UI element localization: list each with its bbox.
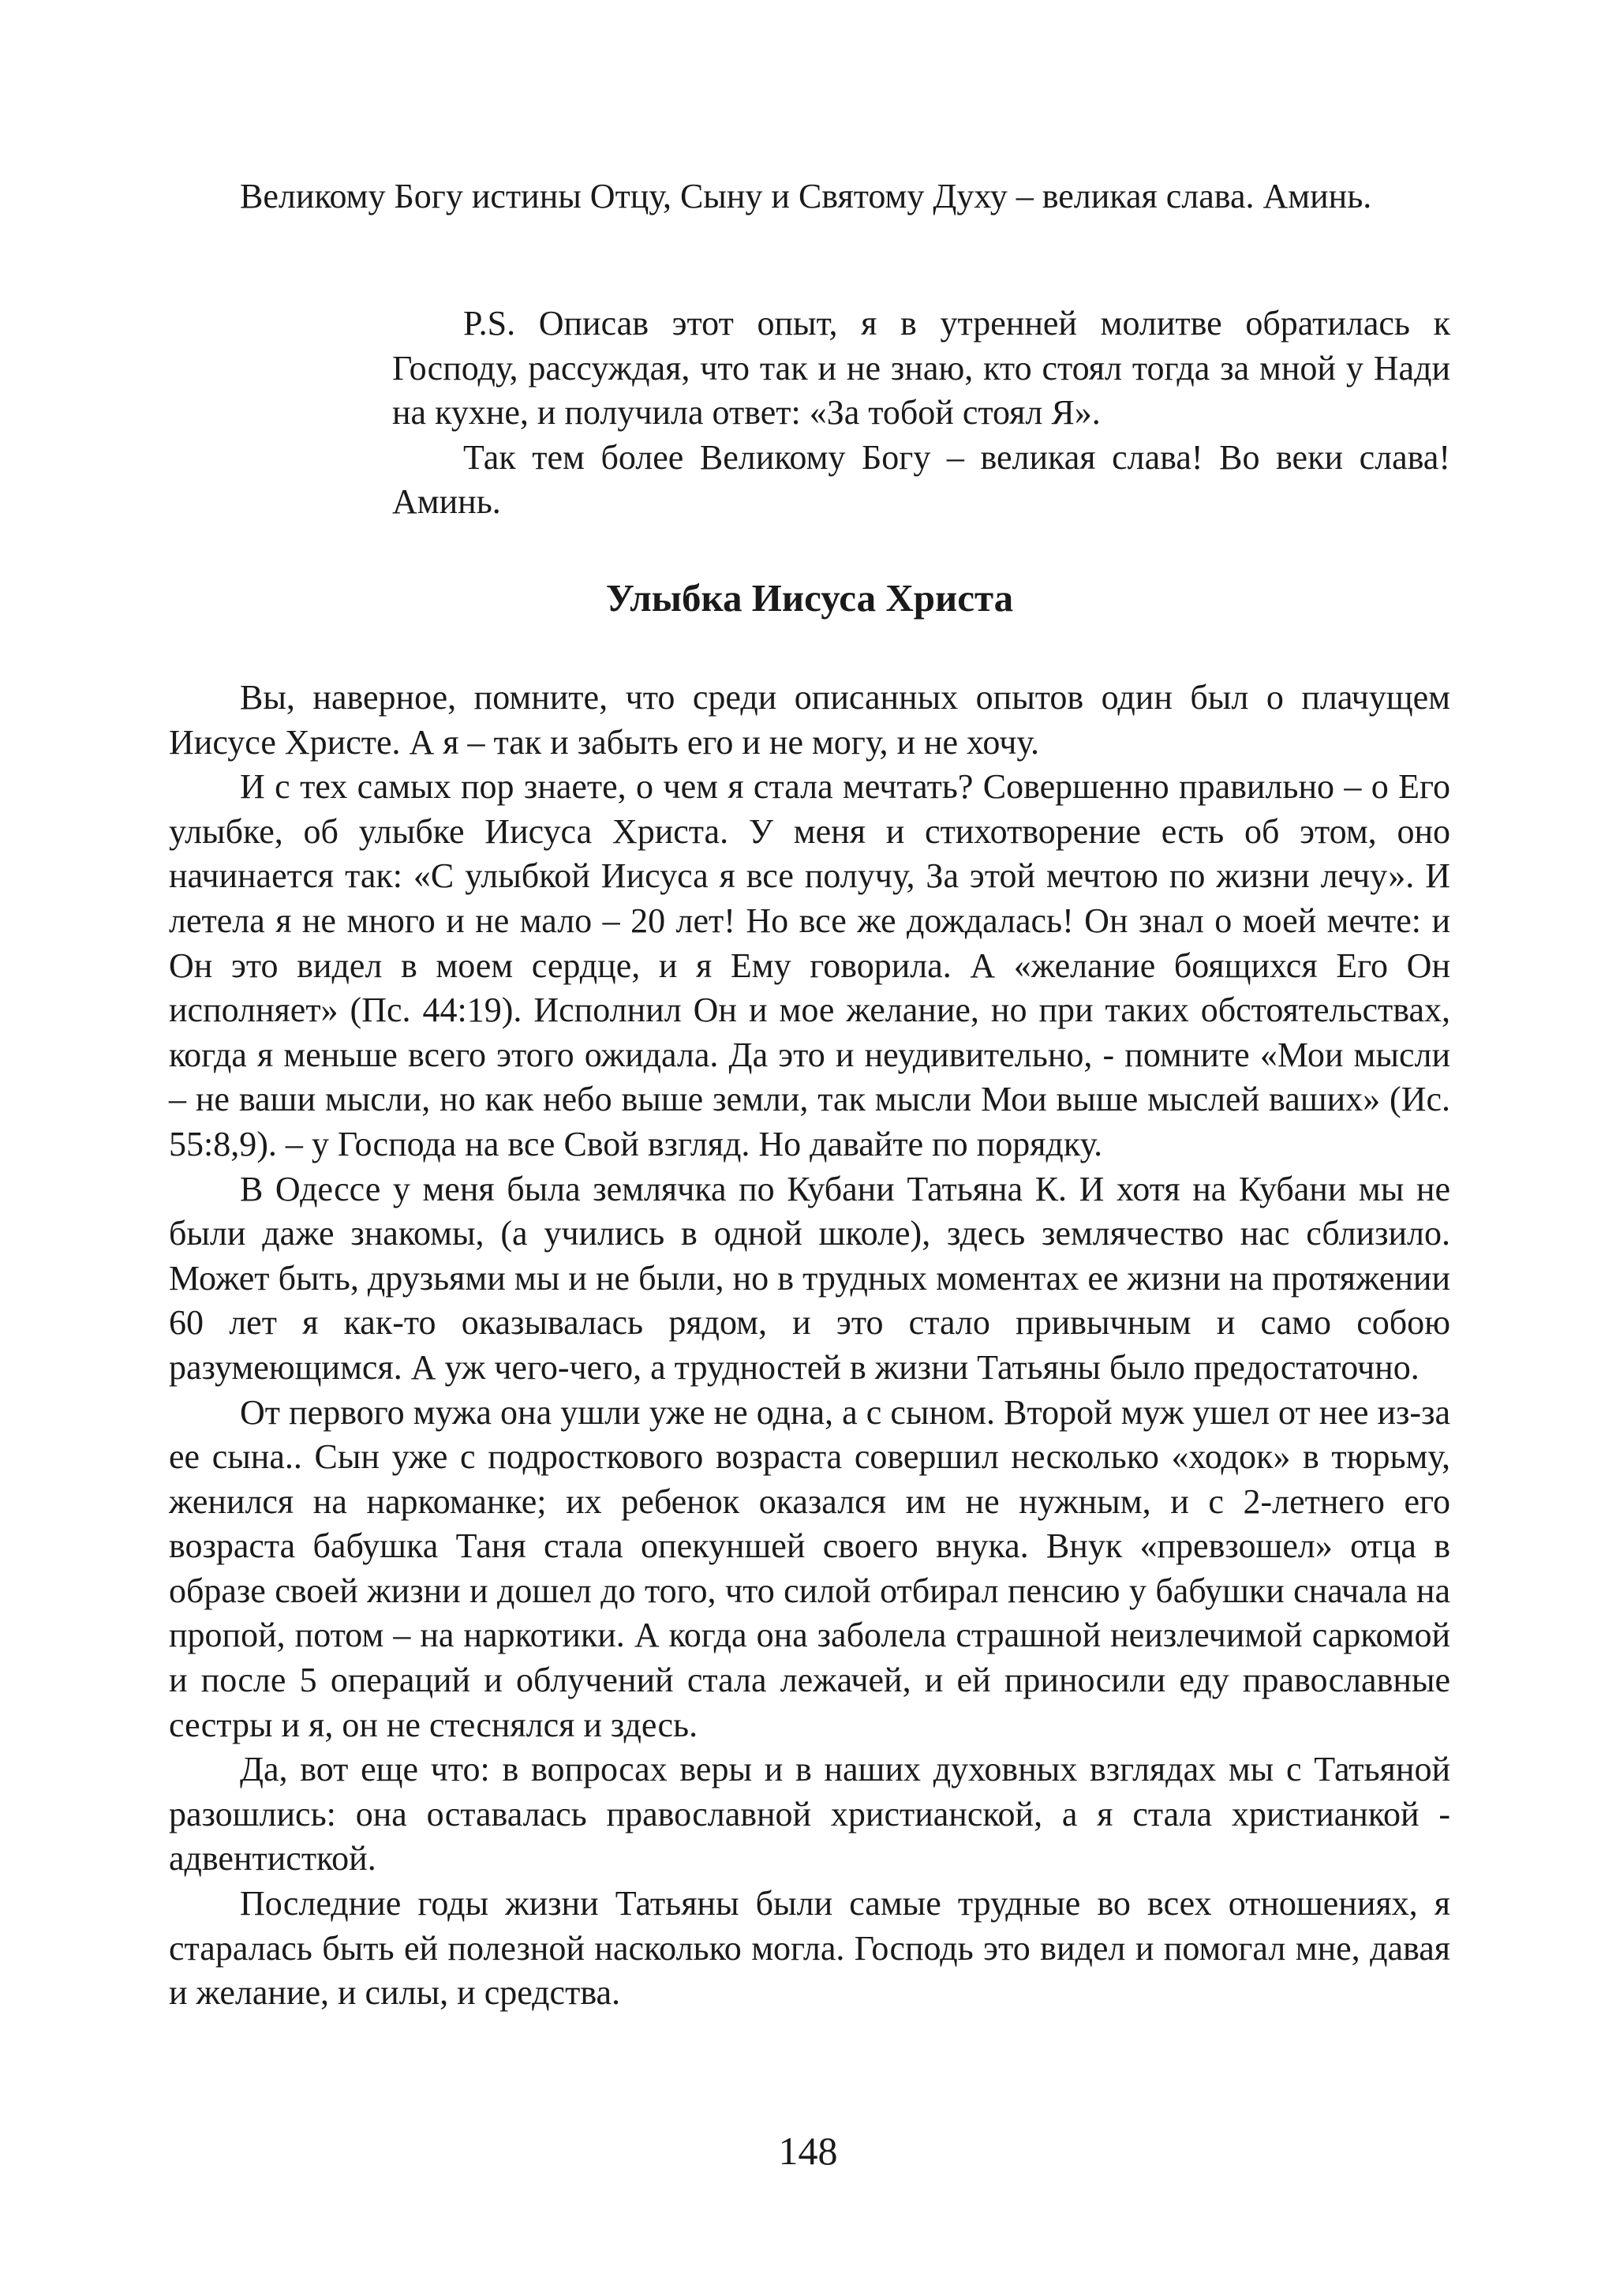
postscript-paragraph: P.S. Описав этот опыт, я в утренней молитве обратилась к Господу, рассуждая, что так и не знаю, кто стоял тогда за мной у Нади на кухне, и получила ответ: «За тобой стоял Я».	[392, 304, 1450, 433]
opening-text	[169, 174, 1450, 219]
body-paragraph: Да, вот еще что: в вопросах веры и в наших духовных взглядах мы с Татьяной разошлись: она оставалась православной христианской, а я стала христианкой - адвентисткой.	[169, 1750, 1450, 1878]
postscript-paragraph: Так тем более Великому Богу – великая слава! Во веки слава! Аминь.	[392, 437, 1450, 522]
opening-paragraph: Великому Богу истины Отцу, Сыну и Святому Духу – великая слава. Аминь.	[240, 177, 1372, 215]
body-paragraph: Вы, наверное, помните, что среди описанных опытов один был о плачущем Иисусе Христе. А я – так и забыть его и не могу, и не хочу.	[169, 678, 1450, 762]
body-paragraph: И с тех самых пор знаете, о чем я стала мечтать? Совершенно правильно – о Его улыбке, об улыбке Иисуса Христа. У меня и стихотворение есть об этом, оно начинается так: «С улыбкой Иисуса я все получу, За этой мечтою по жизни лечу». И летела я не много и не мало – 20 лет! Но все же дождалась! Он знал о моей мечте: и Он это видел в моем сердце, и я Ему говорила. А «желание боящихся Его Он исполняет» (Пс. 44:19). Исполнил Он и мое желание, но при таких обстоятельствах, когда я меньше всего этого ожидала. Да это и неудивительно, - помните «Мои мысли – не ваши мысли, но как небо выше земли, так мысли Мои выше мыслей ваших» (Ис. 55:8,9). – у Господа на все Свой взгляд. Но давайте по порядку.	[169, 767, 1450, 1163]
body-paragraph: От первого мужа она ушли уже не одна, а с сыном. Второй муж ушел от нее из-за ее сына.. Сын уже с подросткового возраста совершил несколько «ходок» в тюрьму, женился на наркоманке; их ребенок оказался им не нужным, и с 2-летнего его возраста бабушка Таня стала опекуншей своего внука. Внук «превзошел» отца в образе своей жизни и дошел до того, что силой отбирал пенсию у бабушки сначала на пропой, потом – на наркотики. А когда она заболела страшной неизлечимой саркомой и после 5 операций и облучений стала лежачей, и ей приносили еду православные сестры и я, он не стеснялся и здесь.	[169, 1392, 1450, 1744]
body-paragraph: Последние годы жизни Татьяны были самые трудные во всех отношениях, я старалась быть ей полезной насколько могла. Господь это видел и помогал мне, давая и желание, и силы, и средства.	[169, 1884, 1450, 2013]
page-number: 148	[778, 2129, 838, 2173]
postscript-block	[392, 302, 1450, 525]
section-title: Улыбка Иисуса Христа	[605, 576, 1014, 620]
body-text	[169, 676, 1450, 2016]
body-paragraph: В Одессе у меня была землячка по Кубани Татьяна К. И хотя на Кубани мы не были даже знакомы, (а учились в одной школе), здесь землячество нас сблизило. Может быть, друзьями мы и не были, но в трудных моментах ее жизни на протяжении 60 лет я как-то оказывалась рядом, и это стало привычным и само собою разумеющимся. А уж чего-чего, а трудностей в жизни Татьяны было предостаточно.	[169, 1169, 1450, 1387]
